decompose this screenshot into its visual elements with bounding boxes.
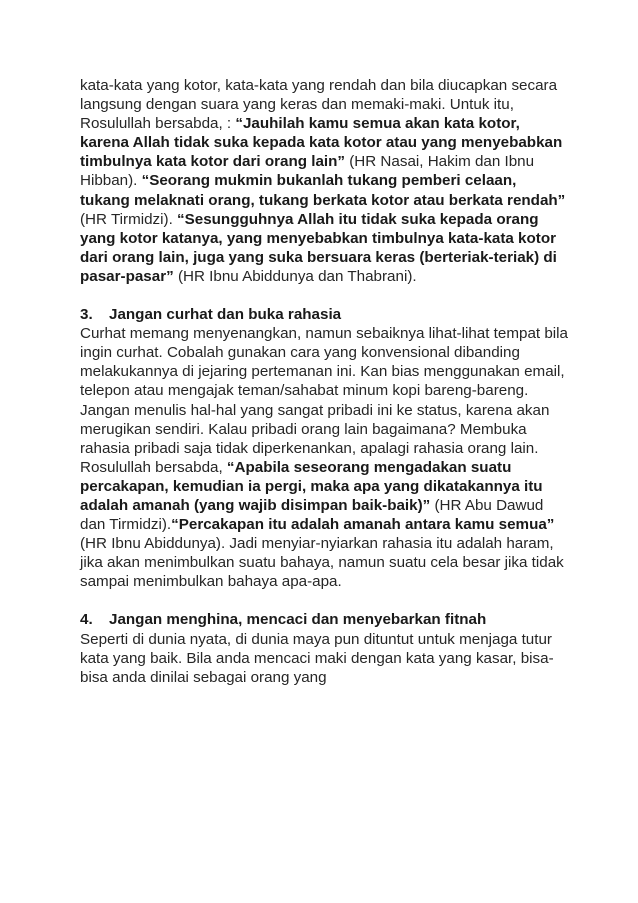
section-heading-4 bbox=[80, 610, 570, 629]
body-text: (HR Abu Dawud dan Tirmidzi). bbox=[80, 496, 544, 534]
body-text: kata-kata yang kotor, kata-kata yang rendah dan bila diucapkan secara langsung dengan suara yang keras dan memaki-maki. Untuk itu, Rosulullah bersabda, : bbox=[80, 77, 558, 133]
body-text: (HR Ibnu Abiddunya). Jadi menyiar-nyiarkan rahasia itu adalah haram, jika akan menimbulkan suatu bahaya, namun suatu cela besar jika tidak sampai menimbulkan bahaya apa-apa. bbox=[80, 535, 564, 591]
paragraph-hadith-quotes bbox=[80, 76, 570, 286]
section-body-3 bbox=[80, 324, 570, 591]
section-body-4 bbox=[80, 630, 570, 687]
body-text: Curhat memang menyenangkan, namun sebaiknya lihat-lihat tempat bila ingin curhat. Cobalah gunakan cara yang konvensional dibanding melakukannya di jejaring pertemanan ini. Kan bias menggunakan email, telepon atau mengajak teman/sahabat minum kopi bareng-bareng. Jangan menulis hal-hal yang sangat pribadi ini ke status, karena akan merugikan sendiri. Kalau pribadi orang lain bagaimana? Membuka rahasia pribadi saja tidak diperkenankan, apalagi rahasia orang lain. Rosulullah bersabda, bbox=[80, 325, 568, 476]
paragraph-spacer bbox=[80, 591, 570, 610]
hadith-quote: “Apabila seseorang mengadakan suatu percakapan, kemudian ia pergi, maka apa yang dikatakannya itu adalah amanah (yang wajib disimpan baik-baik)” bbox=[80, 458, 543, 514]
body-text: (HR Tirmidzi). bbox=[80, 210, 178, 228]
body-text: Seperti di dunia nyata, di dunia maya pun dituntut untuk menjaga tutur kata yang baik. Bila anda mencaci maki dengan kata yang kasar, bisa-bisa anda dinilai sebagai orang yang bbox=[80, 630, 554, 686]
hadith-quote: “Percakapan itu adalah amanah antara kamu semua” bbox=[171, 516, 555, 534]
body-text: (HR Ibnu Abiddunya dan Thabrani). bbox=[173, 267, 417, 285]
section-title: Jangan menghina, mencaci dan menyebarkan fitnah bbox=[109, 611, 487, 629]
section-number: 4. bbox=[80, 611, 93, 629]
body-text: (HR Nasai, Hakim dan Ibnu Hibban). bbox=[80, 153, 535, 190]
hadith-quote: “Seorang mukmin bukanlah tukang pemberi celaan, tukang melaknati orang, tukang berkata kotor atau berkata rendah” bbox=[80, 172, 566, 209]
section-title: Jangan curhat dan buka rahasia bbox=[109, 306, 342, 324]
hadith-quote: “Sesungguhnya Allah itu tidak suka kepada orang yang kotor katanya, yang menyebabkan timbulnya kata-kata kotor dari orang lain, juga yang suka bersuara keras (berteriak-teriak) di pasar-pasar” bbox=[80, 210, 557, 285]
document-page bbox=[80, 76, 570, 687]
section-number: 3. bbox=[80, 306, 93, 324]
section-heading-3 bbox=[80, 305, 570, 324]
hadith-quote: “Jauhilah kamu semua akan kata kotor, karena Allah tidak suka kepada kata kotor atau yang menyebabkan timbulnya kata kotor dari orang lain” bbox=[80, 115, 563, 171]
paragraph-spacer bbox=[80, 286, 570, 305]
